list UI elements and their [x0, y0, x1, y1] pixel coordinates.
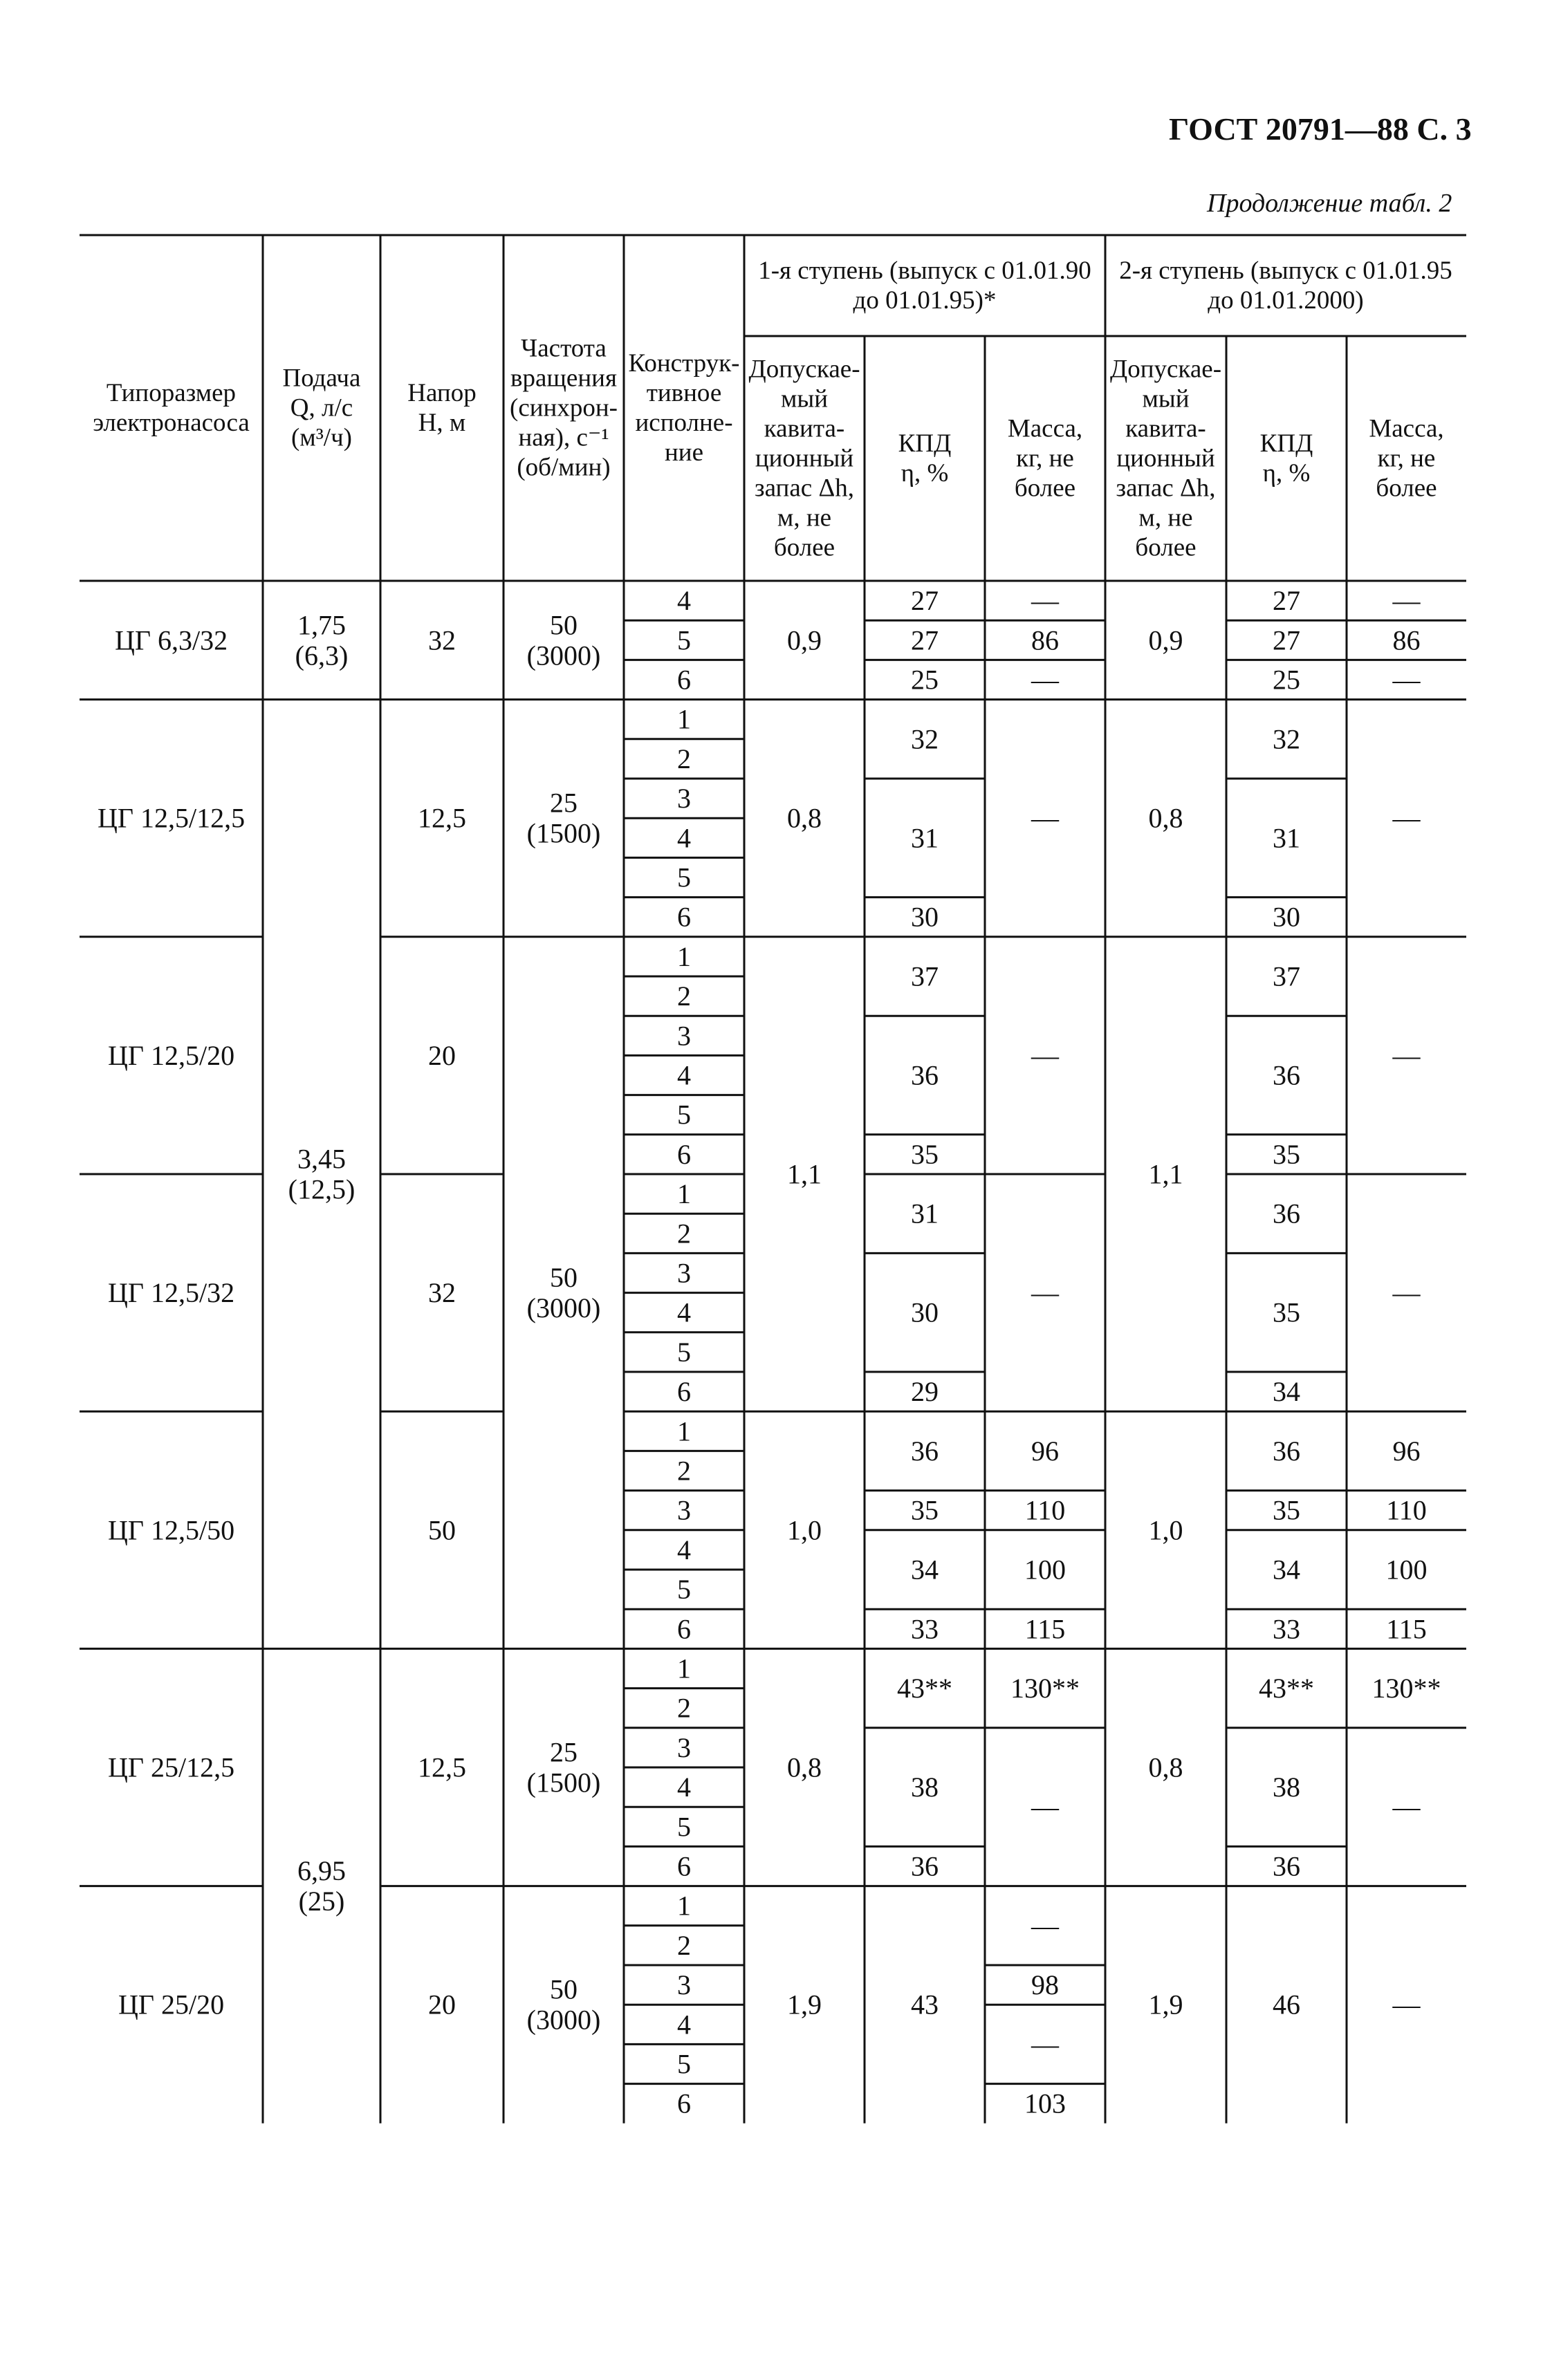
design-cell: 5: [677, 1099, 691, 1131]
design-cell: 6: [677, 1376, 691, 1408]
stage2-mass-cell: 130**: [1371, 1673, 1441, 1704]
stage1-efficiency-cell: 27: [911, 624, 939, 656]
design-cell: 4: [677, 1772, 691, 1803]
stage1-cavitation-cell: 0,8: [787, 1751, 822, 1783]
stage1-mass-cell: —: [1031, 1039, 1059, 1071]
header-flow: Q, л/с: [290, 393, 353, 422]
stage2-efficiency-cell: 36: [1273, 1059, 1300, 1091]
header-cavitation-2: мый: [1142, 384, 1190, 413]
stage2-efficiency-cell: 36: [1273, 1435, 1300, 1467]
stage2-efficiency-cell: 31: [1273, 822, 1300, 854]
flow-cell: 6,95: [297, 1855, 346, 1887]
design-cell: 2: [677, 1929, 691, 1961]
stage2-mass-cell: —: [1392, 664, 1421, 696]
header-head: H, м: [418, 409, 466, 437]
stage1-cavitation-cell: 1,0: [787, 1514, 822, 1546]
page-header: ГОСТ 20791—88 С. 3: [1169, 111, 1472, 147]
speed-cell: 25: [550, 1736, 578, 1768]
stage1-cavitation-cell: 1,1: [787, 1158, 822, 1190]
stage1-cavitation-cell: 0,8: [787, 802, 822, 834]
header-cavitation-1: кавита-: [764, 414, 845, 443]
stage2-efficiency-cell: 27: [1273, 624, 1300, 656]
header-cavitation-2: ционный: [1116, 444, 1215, 473]
header-speed: вращения: [510, 364, 617, 393]
head-cell: 20: [428, 1989, 456, 2020]
header-design: ние: [664, 438, 704, 467]
design-cell: 4: [677, 1059, 691, 1091]
stage1-efficiency-cell: 25: [911, 664, 939, 696]
header-efficiency-2: КПД: [1259, 429, 1313, 458]
stage2-efficiency-cell: 35: [1273, 1138, 1300, 1170]
typesize-cell: ЦГ 25/20: [118, 1989, 225, 2020]
stage1-mass-cell: 86: [1031, 624, 1059, 656]
header-typesize: электронасоса: [93, 409, 250, 437]
design-cell: 4: [677, 1534, 691, 1565]
stage1-efficiency-cell: 34: [911, 1554, 939, 1586]
design-cell: 4: [677, 822, 691, 854]
stage2-mass-cell: 96: [1392, 1435, 1421, 1467]
stage1-mass-cell: 96: [1031, 1435, 1059, 1467]
stage1-efficiency-cell: 31: [911, 1198, 939, 1229]
stage1-efficiency-cell: 29: [911, 1376, 939, 1408]
stage2-cavitation-cell: 1,1: [1148, 1158, 1183, 1190]
design-cell: 5: [677, 1336, 691, 1368]
speed-cell: (3000): [526, 640, 601, 671]
design-cell: 2: [677, 1218, 691, 1249]
stage2-cavitation-cell: 0,8: [1148, 1751, 1183, 1783]
typesize-cell: ЦГ 6,3/32: [114, 624, 228, 656]
design-cell: 1: [677, 940, 691, 972]
stage2-mass-cell: 110: [1386, 1494, 1427, 1526]
typesize-cell: ЦГ 12,5/50: [107, 1514, 235, 1546]
stage2-efficiency-cell: 27: [1273, 585, 1300, 617]
header-efficiency-2: η, %: [1262, 459, 1311, 487]
header-efficiency-1: КПД: [898, 429, 952, 458]
design-cell: 6: [677, 2088, 691, 2119]
stage2-efficiency-cell: 35: [1273, 1296, 1300, 1328]
design-cell: 6: [677, 664, 691, 696]
design-cell: 1: [677, 703, 691, 735]
header-cavitation-2: м, не: [1138, 503, 1193, 532]
stage1-efficiency-cell: 35: [911, 1138, 939, 1170]
header-cavitation-2: Допускае-: [1109, 355, 1222, 384]
head-cell: 32: [428, 624, 456, 656]
stage2-cavitation-cell: 1,9: [1148, 1989, 1183, 2020]
header-mass-1: более: [1014, 474, 1076, 503]
design-cell: 1: [677, 1890, 691, 1922]
stage2-efficiency-cell: 33: [1273, 1613, 1300, 1645]
design-cell: 4: [677, 585, 691, 617]
header-cavitation-2: более: [1135, 533, 1197, 562]
stage2-efficiency-cell: 35: [1273, 1494, 1300, 1526]
stage1-cavitation-cell: 1,9: [787, 1989, 822, 2020]
stage2-efficiency-cell: 37: [1273, 960, 1300, 992]
design-cell: 6: [677, 1138, 691, 1170]
head-cell: 12,5: [418, 802, 466, 834]
stage1-mass-cell: 98: [1031, 1969, 1059, 2001]
stage1-efficiency-cell: 27: [911, 585, 939, 617]
stage1-efficiency-cell: 43**: [897, 1673, 952, 1704]
stage1-efficiency-cell: 36: [911, 1435, 939, 1467]
design-cell: 5: [677, 1811, 691, 1843]
design-cell: 4: [677, 2009, 691, 2040]
stage2-mass-cell: —: [1392, 1277, 1421, 1309]
stage1-efficiency-cell: 35: [911, 1494, 939, 1526]
header-speed: Частота: [521, 334, 607, 363]
stage1-efficiency-cell: 32: [911, 723, 939, 755]
stage2-mass-cell: —: [1392, 585, 1421, 617]
design-cell: 1: [677, 1653, 691, 1684]
header-mass-2: кг, не: [1377, 444, 1436, 473]
stage2-mass-cell: —: [1392, 1039, 1421, 1071]
header-speed: (синхрон-: [510, 393, 618, 422]
stage2-efficiency-cell: 30: [1273, 901, 1300, 933]
header-mass-2: Масса,: [1369, 414, 1444, 443]
head-cell: 32: [428, 1277, 456, 1309]
header-cavitation-2: кавита-: [1125, 414, 1206, 443]
stage2-mass-cell: 86: [1392, 624, 1421, 656]
design-cell: 5: [677, 624, 691, 656]
design-cell: 3: [677, 783, 691, 815]
stage1-mass-cell: —: [1031, 1277, 1059, 1309]
header-mass-2: более: [1376, 474, 1437, 503]
design-cell: 6: [677, 1850, 691, 1882]
header-design: Конструк-: [628, 349, 740, 378]
stage1-mass-cell: —: [1031, 802, 1059, 834]
header-stage-2: 2-я ступень (выпуск с 01.01.95: [1119, 257, 1452, 285]
header-head: Напор: [407, 379, 477, 407]
stage2-efficiency-cell: 36: [1273, 1198, 1300, 1229]
header-design: тивное: [646, 379, 722, 407]
design-cell: 5: [677, 1574, 691, 1606]
design-cell: 2: [677, 980, 691, 1012]
flow-cell: (12,5): [288, 1173, 355, 1205]
flow-cell: (6,3): [295, 640, 349, 671]
typesize-cell: ЦГ 12,5/20: [107, 1039, 235, 1071]
head-cell: 50: [428, 1514, 456, 1546]
stage2-mass-cell: 100: [1385, 1554, 1428, 1586]
speed-cell: (1500): [526, 817, 601, 849]
stage1-mass-cell: —: [1031, 1791, 1059, 1823]
stage2-efficiency-cell: 32: [1273, 723, 1300, 755]
header-typesize: Типоразмер: [106, 379, 237, 407]
typesize-cell: ЦГ 12,5/32: [107, 1277, 235, 1309]
stage2-efficiency-cell: 25: [1273, 664, 1300, 696]
stage1-efficiency-cell: 30: [911, 901, 939, 933]
design-cell: 3: [677, 1969, 691, 2001]
typesize-cell: ЦГ 25/12,5: [107, 1751, 235, 1783]
stage2-cavitation-cell: 0,9: [1148, 624, 1183, 656]
stage2-efficiency-cell: 36: [1273, 1850, 1300, 1882]
design-cell: 6: [677, 1613, 691, 1645]
stage1-efficiency-cell: 43: [911, 1989, 939, 2020]
stage2-efficiency-cell: 46: [1273, 1989, 1300, 2020]
header-design: исполне-: [635, 409, 733, 437]
header-cavitation-1: мый: [780, 384, 829, 413]
design-cell: 3: [677, 1731, 691, 1763]
design-cell: 2: [677, 1692, 691, 1724]
header-cavitation-1: Допускае-: [748, 355, 860, 384]
stage2-efficiency-cell: 38: [1273, 1772, 1300, 1803]
stage2-cavitation-cell: 1,0: [1148, 1514, 1183, 1546]
design-cell: 2: [677, 743, 691, 774]
header-speed: ная), с⁻¹: [518, 423, 609, 452]
stage1-mass-cell: 110: [1024, 1494, 1066, 1526]
stage2-efficiency-cell: 43**: [1259, 1673, 1314, 1704]
flow-cell: 1,75: [297, 609, 346, 641]
speed-cell: (1500): [526, 1767, 601, 1798]
design-cell: 5: [677, 2048, 691, 2080]
stage1-cavitation-cell: 0,9: [787, 624, 822, 656]
stage1-mass-cell: 100: [1024, 1554, 1066, 1586]
header-cavitation-1: более: [773, 533, 835, 562]
stage2-mass-cell: 115: [1386, 1613, 1427, 1645]
flow-cell: 3,45: [297, 1143, 346, 1175]
design-cell: 1: [677, 1415, 691, 1447]
stage1-efficiency-cell: 36: [911, 1059, 939, 1091]
design-cell: 1: [677, 1178, 691, 1210]
stage2-efficiency-cell: 34: [1273, 1376, 1300, 1408]
speed-cell: 25: [550, 787, 578, 819]
header-stage-2: до 01.01.2000): [1208, 286, 1364, 315]
stage1-mass-cell: 115: [1024, 1613, 1066, 1645]
design-cell: 4: [677, 1296, 691, 1328]
head-cell: 20: [428, 1039, 456, 1071]
design-cell: 3: [677, 1020, 691, 1052]
header-stage-1: 1-я ступень (выпуск с 01.01.90: [758, 257, 1091, 285]
header-cavitation-1: ционный: [755, 444, 854, 473]
stage1-mass-cell: —: [1031, 1910, 1059, 1942]
typesize-cell: ЦГ 12,5/12,5: [97, 802, 246, 834]
speed-cell: (3000): [526, 1292, 601, 1324]
header-cavitation-2: запас Δh,: [1116, 474, 1216, 503]
header-flow: Подача: [282, 364, 361, 393]
stage1-efficiency-cell: 33: [911, 1613, 939, 1645]
header-mass-1: Масса,: [1007, 414, 1083, 443]
speed-cell: 50: [550, 1973, 578, 2005]
header-stage-1: до 01.01.95)*: [853, 286, 997, 315]
header-cavitation-1: запас Δh,: [755, 474, 854, 503]
stage1-mass-cell: 130**: [1010, 1673, 1080, 1704]
stage1-efficiency-cell: 37: [911, 960, 939, 992]
stage2-mass-cell: —: [1392, 1989, 1421, 2020]
design-cell: 3: [677, 1494, 691, 1526]
stage2-efficiency-cell: 34: [1273, 1554, 1300, 1586]
speed-cell: 50: [550, 1262, 578, 1294]
stage1-efficiency-cell: 36: [911, 1850, 939, 1882]
head-cell: 12,5: [418, 1751, 466, 1783]
stage1-mass-cell: —: [1031, 585, 1059, 617]
flow-cell: (25): [298, 1886, 345, 1917]
header-efficiency-1: η, %: [900, 459, 949, 487]
stage1-efficiency-cell: 30: [911, 1296, 939, 1328]
stage1-efficiency-cell: 38: [911, 1772, 939, 1803]
design-cell: 3: [677, 1257, 691, 1289]
table-continuation-label: Продолжение табл. 2: [1207, 189, 1452, 218]
speed-cell: 50: [550, 609, 578, 641]
stage1-mass-cell: —: [1031, 664, 1059, 696]
design-cell: 2: [677, 1455, 691, 1487]
speed-cell: (3000): [526, 2004, 601, 2036]
stage1-mass-cell: 103: [1024, 2088, 1066, 2119]
header-flow: (м³/ч): [290, 423, 353, 452]
design-cell: 6: [677, 901, 691, 933]
stage1-efficiency-cell: 31: [911, 822, 939, 854]
stage2-cavitation-cell: 0,8: [1148, 802, 1183, 834]
stage2-mass-cell: —: [1392, 1791, 1421, 1823]
header-mass-1: кг, не: [1016, 444, 1074, 473]
header-speed: (об/мин): [517, 453, 611, 482]
design-cell: 5: [677, 862, 691, 893]
header-cavitation-1: м, не: [777, 503, 832, 532]
stage1-mass-cell: —: [1031, 2028, 1059, 2060]
stage2-mass-cell: —: [1392, 802, 1421, 834]
